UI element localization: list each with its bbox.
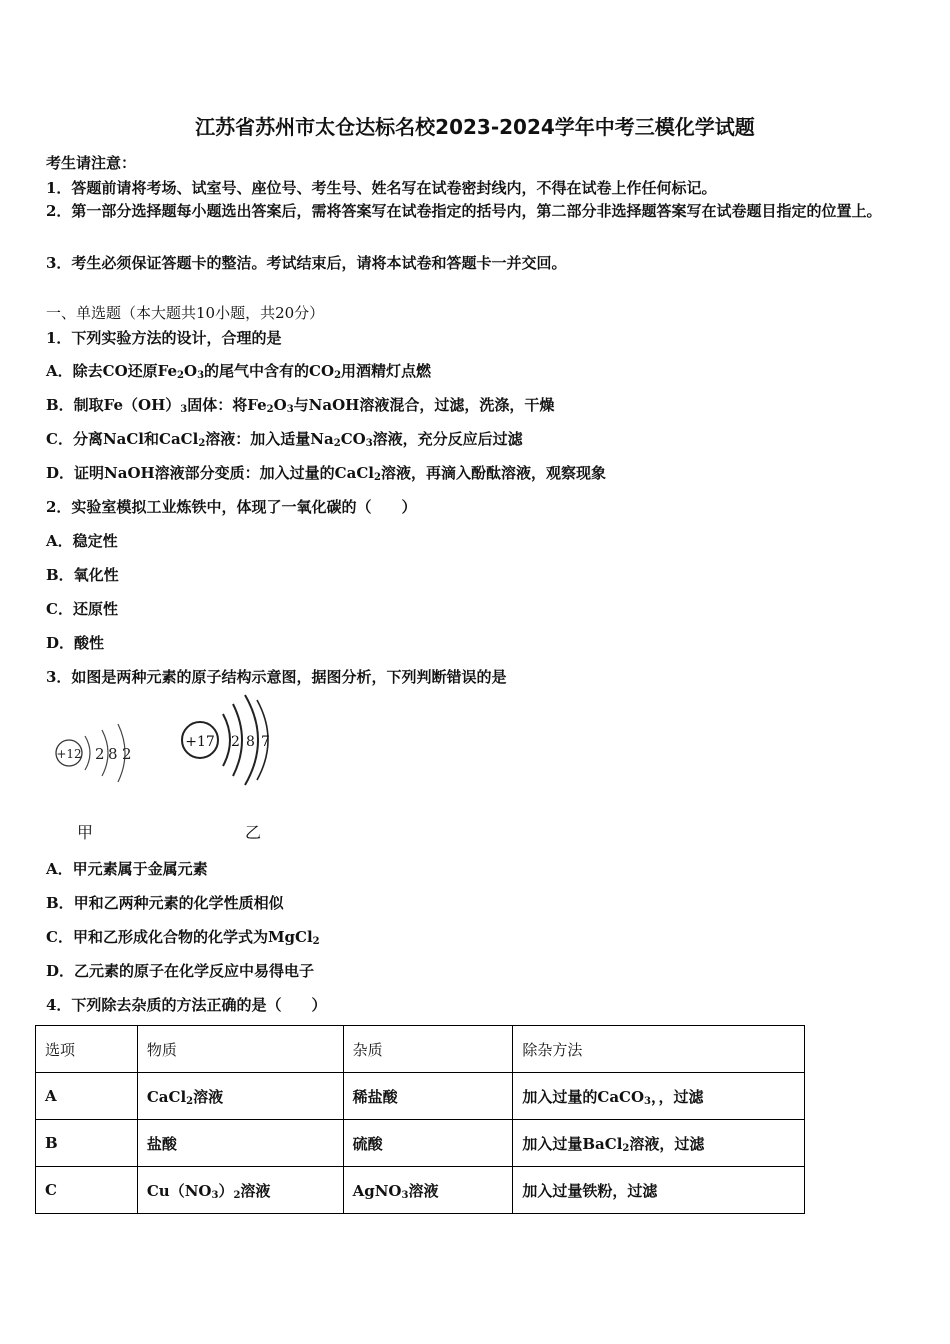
q1-stem: 1．下列实验方法的设计，合理的是 — [46, 329, 282, 347]
notice-item-3: 3．考生必须保证答题卡的整洁。考试结束后，请将本试卷和答题卡一并交回。 — [46, 254, 567, 272]
q1-option-d: D．证明NaOH溶液部分变质：加入过量的CaCl$_2$溶液，再滴入酚酞溶液，观察现象 — [46, 464, 606, 483]
q2-option-c: C．还原性 — [46, 600, 118, 618]
q2-stem: 2．实验室模拟工业炼铁中，体现了一氧化碳的（ ） — [46, 498, 417, 516]
nucleus-charge: +12 — [56, 747, 82, 761]
atom-diagram-yi — [175, 692, 285, 797]
q2-option-a: A．稳定性 — [46, 532, 118, 550]
table-row — [36, 1167, 805, 1214]
atom-label-yi: 乙 — [245, 823, 262, 842]
shell-count: 7 — [261, 734, 270, 750]
notice-item-2: 2．第一部分选择题每小题选出答案后，需将答案写在试卷指定的括号内，第二部分非选择题答案写在试卷题目指定的位置上。 — [46, 202, 882, 220]
table-cell: A — [36, 1073, 138, 1120]
atom-diagram-jia — [52, 712, 142, 802]
table-cell: 加入过量铁粉，过滤 — [513, 1167, 805, 1214]
q2-option-b: B．氧化性 — [46, 566, 119, 584]
q4-stem: 4．下列除去杂质的方法正确的是（ ） — [46, 996, 327, 1014]
q3-option-a: A．甲元素属于金属元素 — [46, 860, 208, 878]
q2-option-d: D．酸性 — [46, 634, 105, 652]
table-row — [36, 1073, 805, 1120]
q1-option-b: B．制取$Fe(OH)_3$固体：将$Fe_2O_3$与NaOH溶液混合，过滤，洗涤，干燥 — [46, 396, 555, 415]
table-header-cell: 除杂方法 — [513, 1026, 805, 1073]
table-cell: C — [36, 1167, 138, 1214]
shell-count: 2 — [231, 734, 240, 750]
table-header-row — [36, 1026, 805, 1073]
q1-option-a: A．除去CO还原$Fe_2O_3$的尾气中含有的$CO_2$用酒精灯点燃 — [46, 362, 432, 381]
table-header-cell: 物质 — [137, 1026, 343, 1073]
shell-arc — [223, 714, 230, 766]
table-cell: $Cu(NO_3)_2$溶液 — [137, 1167, 343, 1214]
shell-count: 2 — [122, 745, 132, 763]
table-cell: 硫酸 — [343, 1120, 513, 1167]
q3-option-b: B．甲和乙两种元素的化学性质相似 — [46, 894, 284, 912]
section-heading: 一、单选题（本大题共10小题，共20分） — [46, 304, 325, 322]
table-cell: 稀盐酸 — [343, 1073, 513, 1120]
impurity-table — [35, 1025, 805, 1214]
q3-option-c: C．甲和乙形成化合物的化学式为MgCl$_2$ — [46, 928, 320, 947]
table-header-cell: 选项 — [36, 1026, 138, 1073]
shell-count: 8 — [246, 734, 255, 750]
table-row — [36, 1120, 805, 1167]
shell-arc — [85, 736, 90, 770]
table-cell: AgNO$_3$溶液 — [343, 1167, 513, 1214]
notice-item-1: 1．答题前请将考场、试室号、座位号、考生号、姓名写在试卷密封线内，不得在试卷上作任何标记。 — [46, 179, 717, 197]
q1-option-c: C．分离NaCl和CaCl$_2$溶液：加入适量$Na_2CO_3$溶液，充分反应后过滤 — [46, 430, 523, 449]
atom-label-jia: 甲 — [77, 823, 94, 842]
q3-option-d: D．乙元素的原子在化学反应中易得电子 — [46, 962, 315, 980]
table-cell: B — [36, 1120, 138, 1167]
table-cell: 加入过量的CaCO$_3$，，过滤 — [513, 1073, 805, 1120]
shell-count: 8 — [108, 745, 118, 763]
table-cell: 盐酸 — [137, 1120, 343, 1167]
nucleus-charge: +17 — [185, 734, 215, 750]
shell-count: 2 — [95, 745, 105, 763]
table-header-cell: 杂质 — [343, 1026, 513, 1073]
table-cell: CaCl$_2$溶液 — [137, 1073, 343, 1120]
page-title: 江苏省苏州市太仓达标名校2023-2024学年中考三模化学试题 — [195, 115, 755, 139]
table-cell: 加入过量BaCl$_2$溶液，过滤 — [513, 1120, 805, 1167]
notice-heading: 考生请注意： — [46, 154, 137, 172]
q3-stem: 3．如图是两种元素的原子结构示意图，据图分析，下列判断错误的是 — [46, 668, 507, 686]
